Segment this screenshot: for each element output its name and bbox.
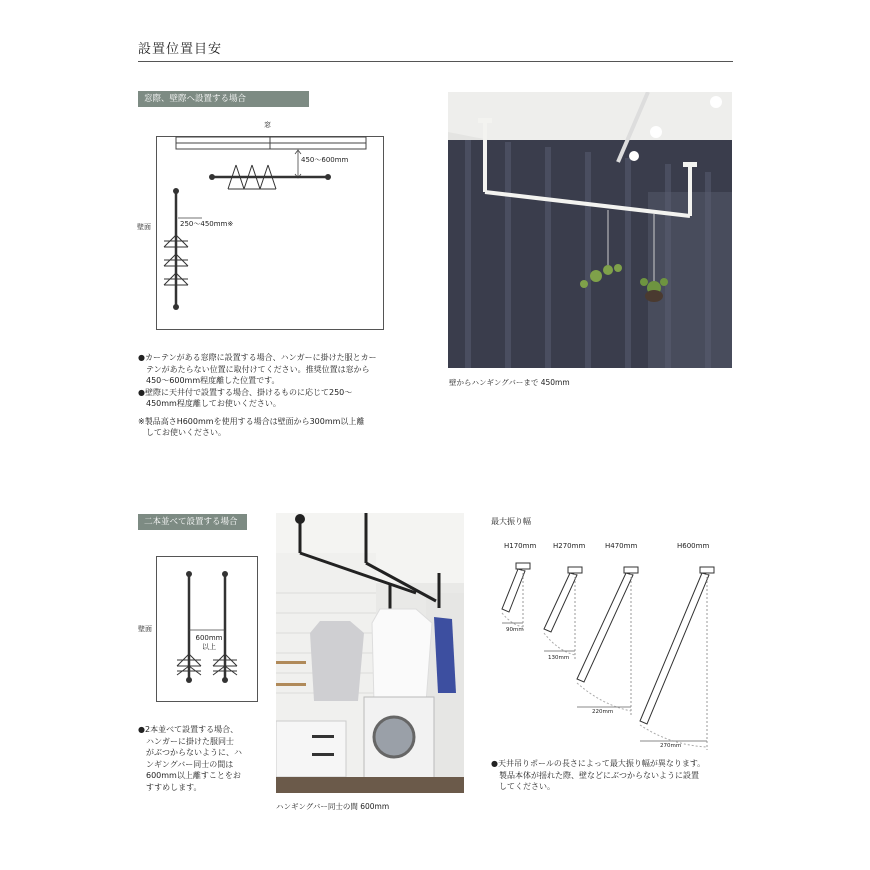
swing-value-h470: 220mm <box>592 709 614 715</box>
note-line: 450mm程度離してお使いください。 <box>138 399 281 408</box>
note-line: ●天井吊りポールの長さによって最大振り幅が異なります。 <box>491 759 706 768</box>
swing-diagram <box>490 555 730 755</box>
ceiling-mount-icon <box>700 567 714 573</box>
section1-diagram <box>130 115 400 340</box>
note-line: 600mm以上離すことをお <box>138 771 241 780</box>
wall-label-2: 壁面 <box>138 625 152 633</box>
note-line: ンギングバー同士の間は <box>138 759 234 769</box>
swing-value-h600: 270mm <box>660 743 682 749</box>
note-line: ハンガーに掛けた服同士 <box>138 736 234 746</box>
photo-two-hanging-bars <box>276 513 464 793</box>
photo2-caption: ハンギングバー同士の間 600mm <box>276 802 390 811</box>
section2-tag: 二本並べて設置する場合 <box>138 514 247 530</box>
section2-notes <box>138 724 268 793</box>
title-divider <box>138 61 733 62</box>
section2-diagram <box>156 556 256 700</box>
wall-label: 壁面 <box>137 223 151 231</box>
section3-notes <box>491 758 731 793</box>
photo1-caption: 壁からハンギングバーまで 450mm <box>449 378 570 387</box>
dimension-label-window: 450〜600mm <box>301 156 349 164</box>
model-label-h600: H600mm <box>677 542 710 550</box>
model-label-h170: H170mm <box>504 542 537 550</box>
note-line: ※製品高さH600mmを使用する場合は壁面から300mm以上離 <box>138 416 365 426</box>
note-line: ●2本並べて設置する場合、 <box>138 725 239 734</box>
note-line: 製品本体が揺れた際、壁などにぶつからないように設置 <box>491 770 699 780</box>
swing-title: 最大振り幅 <box>491 517 531 526</box>
window-label: 窓 <box>264 121 271 129</box>
ceiling-mount-icon <box>624 567 638 573</box>
swing-value-h270: 130mm <box>548 655 570 661</box>
page-title: 設置位置目安 <box>138 42 223 57</box>
note-line: ●壁際に天井付で設置する場合、掛けるものに応じて250〜 <box>138 387 353 397</box>
swing-value-h170: 90mm <box>506 627 524 633</box>
section1-notes <box>138 352 398 439</box>
model-label-h470: H470mm <box>605 542 638 550</box>
note-line: 450〜600mm程度離した位置です。 <box>138 376 280 385</box>
dimension-label-wall: 250〜450mm※ <box>180 220 234 228</box>
note-line: してお使いください。 <box>138 428 226 437</box>
note-line: してください。 <box>491 782 555 791</box>
section1-tag: 窓際、壁際へ設置する場合 <box>138 91 309 107</box>
note-line: ●カーテンがある窓際に設置する場合、ハンガーに掛けた服とカー <box>138 353 377 362</box>
note-line: すすめします。 <box>138 782 202 792</box>
note-line: がぶつからないように、ハ <box>138 748 242 757</box>
model-label-h270: H270mm <box>553 542 586 550</box>
dimension-label-600: 600mm 以上 <box>195 634 223 651</box>
note-line: テンがあたらない位置に取付けてください。推奨位置は窓から <box>138 364 370 374</box>
photo-hanging-bar-window <box>448 92 732 368</box>
ceiling-mount-icon <box>516 563 530 569</box>
ceiling-mount-icon <box>568 567 582 573</box>
